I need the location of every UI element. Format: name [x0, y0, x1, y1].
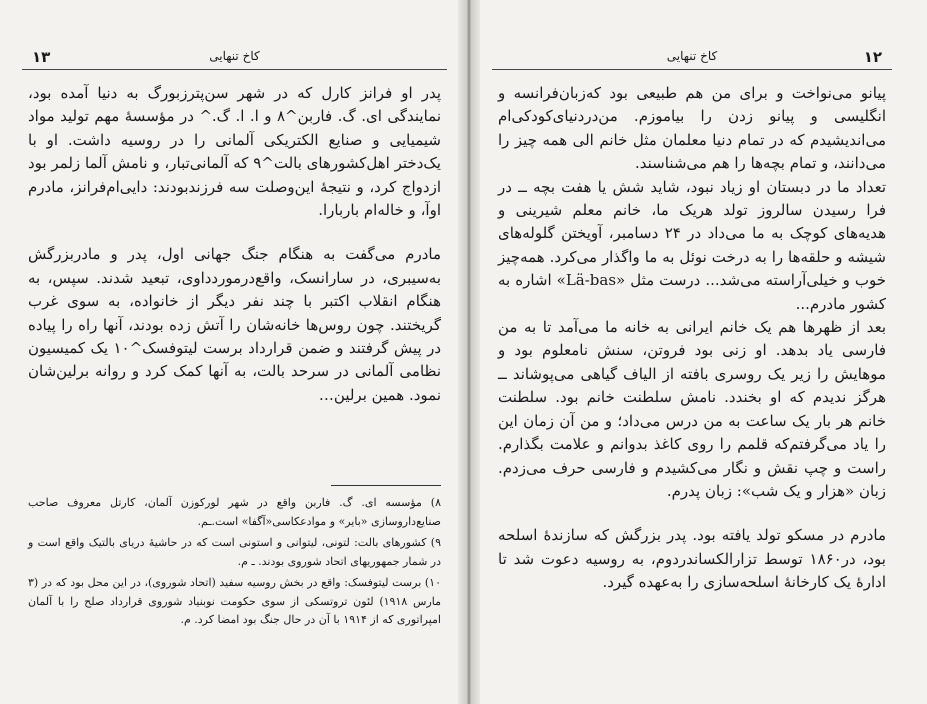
- right-paragraph: مادرم در مسکو تولد یافته بود. پدر بزرگش که سازندهٔ اسلحه بود، در۱۸۶۰ توسط تزارالکساندردوم، به روسیه دعوت شد تا ادارهٔ یک کارخانهٔ اسلحه‌سازی را به‌عهده گیرد.: [498, 526, 886, 592]
- footnote: ۸) مؤسسه ای. گ. فاربن واقع در شهر لورکوزن آلمان، کارتل معروف صاحب صنایع‌داروسازی «بایر» و موادعکاسی«آگفا» است.ـم.: [28, 496, 441, 528]
- footnotes: [28, 494, 441, 633]
- left-page: [22, 0, 447, 704]
- book-gutter: [458, 0, 480, 704]
- right-page-number: ۱۲: [863, 48, 882, 66]
- left-paragraph: مادرم می‌گفت به هنگام جنگ جهانی اول، پدر و مادربزرگش به‌سیبری، در سارانسک، واقع‌درموردداوی، تبعید شدند. سپس، به هنگام انقلاب اکتبر با چند نفر دیگر از خانواده، به سوی غرب گریختند. چون روس‌ها خانه‌شان را آتش زده بودند، آنها راه را پیاده در پیش گرفتند و ضمن قرارداد برست لیتوفسک^۱۰ یک کمیسیون نظامی آلمانی در سرحد بالت، به آنها کمک کرد و روانه برلین‌شان نمود. همین برلین…: [28, 245, 441, 404]
- right-paragraph: پیانو می‌نواخت و برای من هم طبیعی بود که‌زبان‌فرانسه و انگلیسی و پیانو زدن را بیاموزم. من‌دردنیای‌کودکی‌ام می‌اندیشیدم که در تمام دنیا معلمان مثل خانم الی همه چیز را می‌دانند، و تمام بچه‌ها را هم می‌شناسند.: [498, 84, 886, 173]
- left-running-title: کاخ تنهایی: [209, 49, 260, 63]
- right-page-header: [492, 44, 892, 70]
- right-header-rule: [492, 69, 892, 70]
- left-page-header: [22, 44, 447, 70]
- left-page-body: [28, 82, 441, 407]
- footnote: ۱۰) برست لیتوفسک: واقع در بخش روسیه سفید (اتحاد شوروی)، در این محل بود که در (۳ مارس ۱۹۱۸) لئون تروتسکی از سوی حکومت نوبنیاد شوروی قرارداد صلح را با آلمان امپراتوری که از ۱۹۱۴ با آن در حال جنگ بود امضا کرد. م.: [28, 576, 441, 626]
- right-paragraph: تعداد ما در دبستان او زیاد نبود، شاید شش یا هفت بچه ــ در فرا رسیدن سالروز تولد هریک ما، خانم معلم شیرینی و هدیه‌های کوچک به ما می‌داد در ۲۴ دسامبر، آویختن گلوله‌های شیشه و حلقه‌ها را به درخت نوئل به ما واگذار می‌کرد. همه‌چیز خوب و خیلی‌آراسته می‌شد... درست مثل «Lä-bas» اشاره به کشور مادرم...: [498, 177, 886, 313]
- footnote: ۹) کشورهای بالت: لتونی، لیتوانی و استونی است که در حاشیهٔ دریای بالتیک واقع است و در شمار جمهوریهای اتحاد شوروی بودند. ـ م.: [28, 536, 441, 568]
- footnote-rule: [331, 485, 441, 486]
- right-running-title: کاخ تنهایی: [666, 49, 718, 63]
- right-page-body: [498, 82, 886, 595]
- right-page: [492, 0, 892, 704]
- left-header-rule: [22, 69, 447, 70]
- left-page-number: ۱۳: [32, 48, 51, 66]
- right-paragraph: بعد از ظهرها هم یک خانم ایرانی به خانه ما می‌آمد تا به من فارسی یاد بدهد. او زنی بود فروتن، سنش نامعلوم بود و موهایش را زیر یک روسری بافته از الیاف گیاهی می‌پوشاند ــ هرگز ندیدم که او بخندد. نامش سلطنت خانم بود. سلطنت خانم هر بار یک ساعت به من درس می‌داد؛ و من آن زمان این را یاد می‌گرفتم‌که قلمم را روی کاغذ بدوانم و علامت بگذارم. راست و چپ نقش و نگار می‌کشیدم و فارسی حرف می‌زدم. زبان «هزار و یک شب»: زبان پدرم.: [498, 318, 886, 500]
- left-paragraph: پدر او فرانز کارل که در شهر سن‌پترزبورگ به دنیا آمده بود، نمایندگی ای. گ. فاربن^۸ و ا. ا. گ.^ در مؤسسهٔ مهم تولید مواد شیمیایی و صنایع الکتریکی آلمانی را در روسیه داشت. او با یک‌دختر اهل‌کشورهای بالت^۹ که آلمانی‌تبار، و نامش آلما زلمر بود ازدواج کرد، و نتیجهٔ این‌وصلت سه فرزندبودند: دایی‌ام‌فرانز، مادرم اوآ، و خاله‌ام باربارا.: [28, 84, 441, 220]
